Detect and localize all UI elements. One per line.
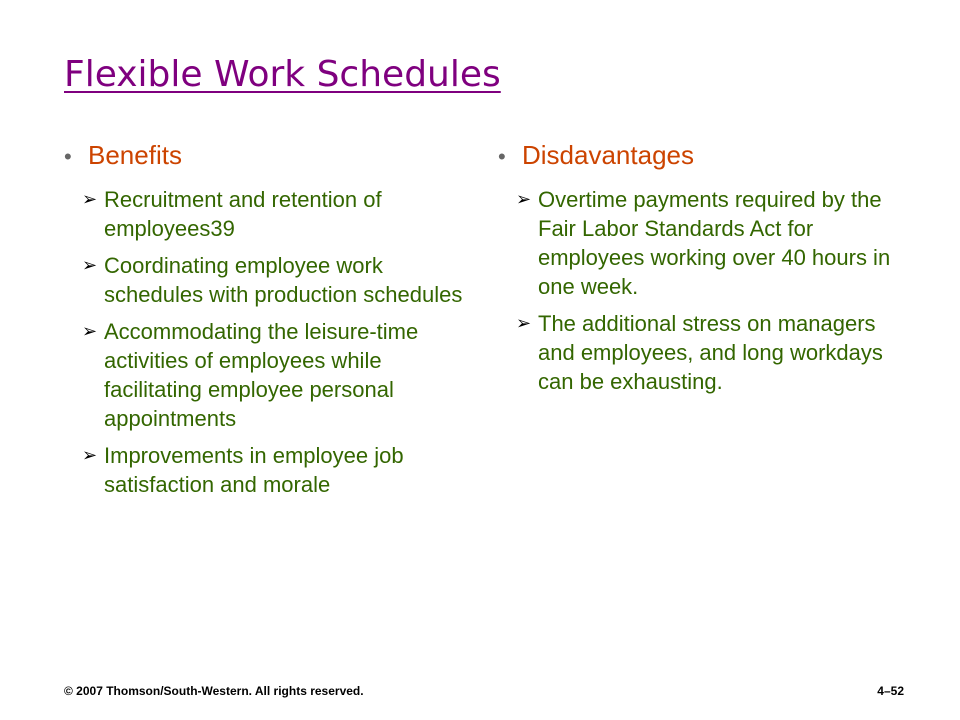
slide-title: Flexible Work Schedules	[64, 54, 501, 95]
disadvantages-heading-label: Disdavantages	[522, 140, 694, 170]
bullet-dot-icon: •	[64, 144, 72, 169]
disadvantages-list	[498, 185, 908, 396]
list-item-text: The additional stress on managers and employees, and long workdays can be exhausting.	[538, 311, 883, 394]
list-item	[498, 185, 908, 301]
list-item-text: Overtime payments required by the Fair Labor Standards Act for employees working over 40 hours in one week.	[538, 187, 891, 299]
benefits-heading	[64, 140, 464, 171]
arrow-right-icon: ➢	[516, 189, 532, 209]
list-item-text: Recruitment and retention of employees39	[104, 187, 382, 241]
arrow-right-icon: ➢	[516, 313, 532, 333]
bullet-dot-icon: •	[498, 144, 506, 169]
list-item	[64, 441, 464, 499]
arrow-right-icon: ➢	[82, 189, 98, 209]
arrow-right-icon: ➢	[82, 321, 98, 341]
list-item	[64, 251, 464, 309]
list-item	[64, 185, 464, 243]
list-item	[498, 309, 908, 396]
footer-copyright: © 2007 Thomson/South-Western. All rights reserved.	[64, 684, 364, 698]
disadvantages-column	[498, 140, 908, 404]
disadvantages-heading	[498, 140, 908, 171]
list-item	[64, 317, 464, 433]
arrow-right-icon: ➢	[82, 255, 98, 275]
arrow-right-icon: ➢	[82, 445, 98, 465]
footer-page-number: 4–52	[877, 684, 904, 698]
benefits-heading-label: Benefits	[88, 140, 182, 170]
list-item-text: Accommodating the leisure-time activities of employees while facilitating employee personal appointments	[104, 319, 419, 431]
benefits-column	[64, 140, 464, 507]
benefits-list	[64, 185, 464, 499]
list-item-text: Coordinating employee work schedules with production schedules	[104, 253, 463, 307]
list-item-text: Improvements in employee job satisfaction and morale	[104, 443, 404, 497]
